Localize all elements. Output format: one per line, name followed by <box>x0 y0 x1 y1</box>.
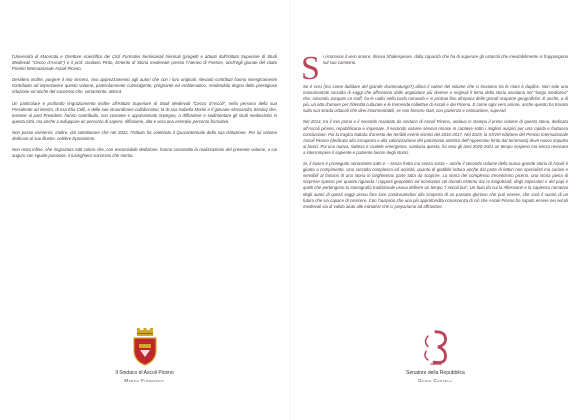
right-page <box>303 10 568 410</box>
right-paragraph-3: Nel 2014, tra il mio primo e il secondo mandato da sindaco di Ascoli Piceno, andava in stampa il primo volume di questa storia, dedicato all'Ascoli piceno, repubblicana e imperiale. Il secondo volume serviva rimase in cantiere sotto i migliori auspici per una rapida e fruttuosa conclusione. Poi la tragica battuta d'arresto dei terribili eventi sismici del 2016-2017. Nel 2019, la XXVIII edizione del Premio Internazionale Ascoli Piceno (dedicato alla riscoperta e alla valorizzazione del patrimonio artistico dell'Appennino ferito dal terremoto) deve nuovo impulso ai lavori. Poi una nuova, riattesa e crudele emergenza, sanitaria questa, ha reso gli anni 2020-2021 un tempo sospeso ma senza revocare a interrompere il sapiente e paziente lavoro degli storici. <box>303 119 568 155</box>
left-paragraph-5: Non resta infine, che ringraziare tutti coloro che, con encomiabile dedizione, hanno consentito la realizzazione del presente volume, a cui auguro con sguale passione, il lusinghiero successo che merita. <box>12 147 277 159</box>
ascoli-crest-icon <box>130 328 160 366</box>
opening-paragraph <box>301 50 568 87</box>
left-page <box>12 10 277 410</box>
right-paragraph-4: Si, il lavoro è proseguito nonostante tutto e – senza fretta ma senza sosta – anche il secondo volume della nuova grande storia di Ascoli è giunto a compimento. Una raccolta complessa ed ariosità, quanto di godibile lettura anche dal parte di lettori non specialisti ma curiosi e sensibili al fascino di una storia in larghissima parte tutta da scoprire. La storia del complesso trecentismo piceno, una storia piena di sorprese spesso per quanto riguarda i rapporti geopolitici ed economici col mondo esterno dai re longobardi, degli imperatori e dei papi e quelli che pertengono la storiografia tradizionale usava definire un tempo "i secoli bui". Un buio da cui la riflessione e la sapienza narrativa degli autori di questi saggi assou fare luce conduruendoci alla scoperta di un passato glorioso che può essere, che sarà il suono di un futuro che sia capace di crescere. Con l'auspicio che una più approfondita conoscenza di ciò che Ascoli Piceno ha saputo essere nei secoli medievali sia di valido aiuto alle iniziative che ci prepariamo ad affrontare. <box>303 161 568 209</box>
senator-signature-block <box>303 328 568 384</box>
senate-emblem-icon <box>417 328 455 366</box>
mayor-name: Marco Fioravanti <box>124 378 165 383</box>
mayor-signature-block <box>12 328 277 384</box>
senator-name: Guido Castelli <box>418 378 453 383</box>
left-paragraph-1: l'Università di Macerata e Direttore scientifico dei Cicli Formativi Seminariali triennali (progetti e attuati dall'Istituto Superiore di Studi Medievali "Cecco d'Ascoli") e il prof. Giuliano Pinto, Emerito di Storia medievale presso l'Ateneo di Firenze, anch'egli giurato del citato Premio Internazionale Ascoli Piceno. <box>12 54 277 72</box>
senator-role: Senatore della Repubblica <box>406 370 465 376</box>
right-paragraph-1: i riconosce il vero amore, diceva Shakespeare, dalla capacità che ha di superare gli ostacoli che inevitabilmente si frappongono sul suo cammino. <box>322 54 568 66</box>
mayor-role: Il Sindaco di Ascoli Piceno <box>115 370 174 376</box>
drop-cap: S <box>301 50 320 87</box>
left-paragraph-4: Non posso esimermi, inoltre, dal sottolineare che nel 2022, l'Istituto ha celebrato il Quarantennale della sua istituzione. Per lui volume dedicare al suo illustre, celebre Epononimo. <box>12 129 277 142</box>
left-paragraph-3: Un particolare e profondo ringraziamento inoltre all'Istituto Superiore di Studi Medievali "Cecco d'Ascoli", nella persona della sua Presidente ad interim, dr.ssa Elia Celli, e delle sue straordinarie collaboratori, la dr.ssa Isabella Morini e il giovane Alessandro Senzioj che, insieme al past President, hanno contribuito, con costante e appassionato impegno, a diffondere e sedimentare gli studi medievistici in questa città, ma anche a sviluppare un percorso di sapere, diffusione, alta e vera una esempio percorso formativo. <box>12 100 277 124</box>
page-gutter <box>289 0 291 420</box>
left-paragraph-2: Desidero inoltre, porgere il mio sincero, vivo apprezzamento agli autori che con i loro originali, rilevanti contributi hanno sinergicamente contribuito ad impreziosire questo volume, particolarmente coinvolgente, pregnante ed emblematico, rendendolo degno della prestigiosa riduzione ed anche del successo che, certamente, otterrà. <box>12 77 277 95</box>
right-paragraph-2: Se è così (ma come dubitare del grande drammaturgo?) allora il valore del volume che ci troviamo tra le mani è duplice. Non solo una monumentale raccolta di saggi che affrontano dalle angolature più diverse e originali il tema della storia ascolana nel "lungo medioevo" che, secondo Jacques Le Goff, ha le radici nella tarda romanità e si protrae fino all'epoca delle grandi scoperte geografiche. È anche, e di più, un atto d'amore per l'identità culturale e le tremende collettivo di Ascoli e dei Piceno. E come ogni vero amore, anche questo ha trovato sulla sua strada ostacoli che direi insormontabili, se non fossero stati, con pazienza e ostinazione, superati. <box>303 84 568 114</box>
